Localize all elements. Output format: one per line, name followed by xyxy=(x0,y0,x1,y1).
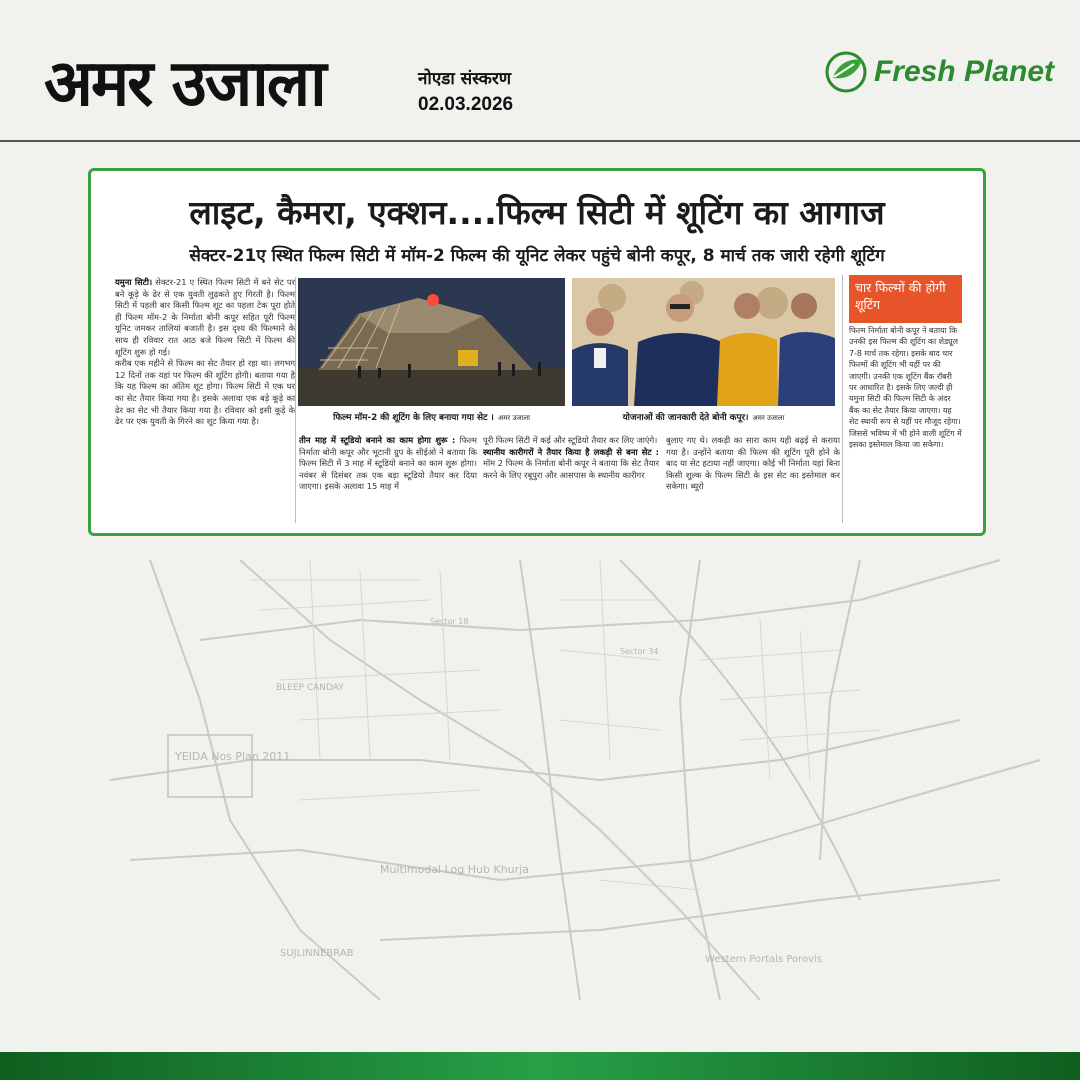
masthead-logo: अमर उजाला xyxy=(44,47,325,121)
col3-paragraph: पूरी फिल्म सिटी में कई और स्टूडियो तैयार कर लिए जाएंगे। xyxy=(483,435,658,445)
map-label-sector34: Sector 34 xyxy=(620,647,659,656)
article-subhead: सेक्टर-21ए स्थित फिल्म सिटी में मॉम-2 फिल्म की यूनिट लेकर पहुंचे बोनी कपूर, 8 मार्च तक जारी रहेगी शूटिंग xyxy=(189,246,885,266)
photo-film-set xyxy=(298,278,565,406)
col3-paragraph-2: मॉम 2 फिल्म के निर्माता बोनी कपूर ने बताया कि सेट तैयार करने के लिए रबूपुरा और आसपास के स्थानीय कारीगर xyxy=(483,458,659,480)
col1-paragraph: सेक्टर-21 ए स्थित फिल्म सिटी में बने सेट पर बने कूड़े के ढेर से एक युवती लुढ़कते हुए गिरती है। फिल्म सिटी में पहली बार किसी फिल्म शूट का पहला टेक पूरा होते ही फिल्म मॉम-2 के निर्माता बोनी कपूर सहित पूरी फिल्म यूनिट जमकर तालियां बजाती है। इस दृश्य की फिल्माने के साथ ही रविवार रात आठ बजे फिल्म सिटी में फिल्म की शूटिंग शुरू हो गई। xyxy=(115,277,295,357)
brand-logo xyxy=(824,50,1054,94)
col3-heading: स्थानीय कारीगरों ने तैयार किया है लकड़ी से बना सेट : xyxy=(483,446,659,457)
column-divider xyxy=(295,277,296,523)
col2-paragraph: फिल्म निर्माता बोनी कपूर और भूटानी ग्रुप के सीईओ ने बताया कि फिल्म सिटी में 3 माह में स्टूडियो बनाने का काम शुरू होगा। नवंबर से दिसंबर तक एक बड़ा स्टूडियो तैयार कर दिया जाएगा। इसके अलावा 15 माह में xyxy=(299,435,477,492)
col1-paragraph-2: करीब एक महीने से फिल्म का सेट तैयार हो रहा था। लगभग 12 दिनों तक यहां पर फिल्म की शूटिंग होगी। बताया गया है कि यह फिल्म का अंतिम शूट होगा। फिल्म सिटी में एक घर का सेट तैयार किया गया है। इसके अलावा एक बड़े कूड़े का ढेर का सेट भी तैयार किया गया है। रविवार को इसी कूड़े के ढेर पर एक युवती के गिरने का शूट किया गया है। xyxy=(115,358,295,427)
map-label-hub: Multimodal Log Hub Khurja xyxy=(380,863,529,876)
photo2-credit: अमर उजाला xyxy=(752,414,785,422)
dateline: यमुना सिटी। xyxy=(115,277,153,287)
edition-label: नोएडा संस्करण xyxy=(418,69,512,89)
photo1-caption-text: फिल्म मॉम-2 की शूटिंग के लिए बनाया गया सेट । xyxy=(333,413,494,423)
col4-paragraph: बुलाए गए थे। लकड़ी का सारा काम यही बढ़ई से कराया गया है। उन्होंने बताया की फिल्म की शूटिंग पूरी होने के बाद या सेट हटाया नहीं जाएगा। कोई भी निर्माता यहां बिना किसी शुल्क के फिल्म सिटी के इस सेट का इस्तेमाल कर सकेगा। ब्यूरो xyxy=(666,435,840,492)
photo2-caption-text: योजनाओं की जानकारी देते बोनी कपूर। xyxy=(622,413,749,423)
article-column-1 xyxy=(115,277,295,523)
footer-bar xyxy=(0,1052,1080,1080)
article-column-2 xyxy=(299,435,477,523)
sidebox-text xyxy=(849,325,962,523)
article-column-4 xyxy=(666,435,840,523)
photo2-caption xyxy=(572,411,835,423)
map-label-yeida: YEIDA Nos Plan 2011 xyxy=(175,750,291,763)
sidebox-title: चार फिल्मों की होगी शूटिंग xyxy=(849,275,962,323)
header-divider xyxy=(0,140,1080,142)
photo1-credit: अमर उजाला xyxy=(497,414,530,422)
news-clipping xyxy=(88,168,986,536)
map-label-bleep: BLEEP CANDAY xyxy=(276,683,344,693)
brand-name: Fresh Planet xyxy=(873,55,1054,88)
edition-date: 02.03.2026 xyxy=(418,94,514,115)
photo1-caption xyxy=(298,411,565,423)
col2-heading: तीन माह में स्टूडियो बनाने का काम होगा शुरू : xyxy=(299,435,456,445)
article-headline: लाइट, कैमरा, एक्शन....फिल्म सिटी में शूटिंग का आगाज xyxy=(189,193,885,232)
article-column-3 xyxy=(483,435,659,523)
map-label-sector18: Sector 18 xyxy=(430,617,469,626)
photo-boney-kapoor xyxy=(572,278,835,406)
map-label-western: Western Portals Porovis xyxy=(705,954,823,965)
sidebox-paragraph: फिल्म निर्माता बोनी कपूर ने बताया कि उनकी इस फिल्म की शूटिंग का शेड्यूल 7-8 मार्च तक रहेगा। इसके बाद चार फिल्मों की शूटिंग भी यहीं पर की जाएगी। उनकी एक शूटिंग बैंक रॉबरी पर आधारित है। इसके लिए जल्दी ही यमुना सिटी की फिल्म सिटी के अंदर बैंक का सेट तैयार किया जाएगा। यह सेट स्थायी रूप से यहीं पर मौजूद रहेगा। जिससे भविष्य में भी होने वाली शूटिंग में इसका इस्तेमाल किया जा सकेगा। xyxy=(849,326,962,450)
leaf-icon xyxy=(824,50,868,94)
header xyxy=(0,0,1080,140)
sidebox-divider xyxy=(842,275,843,523)
map-label-sujlin: SUJLINNEBRAB xyxy=(280,948,354,959)
